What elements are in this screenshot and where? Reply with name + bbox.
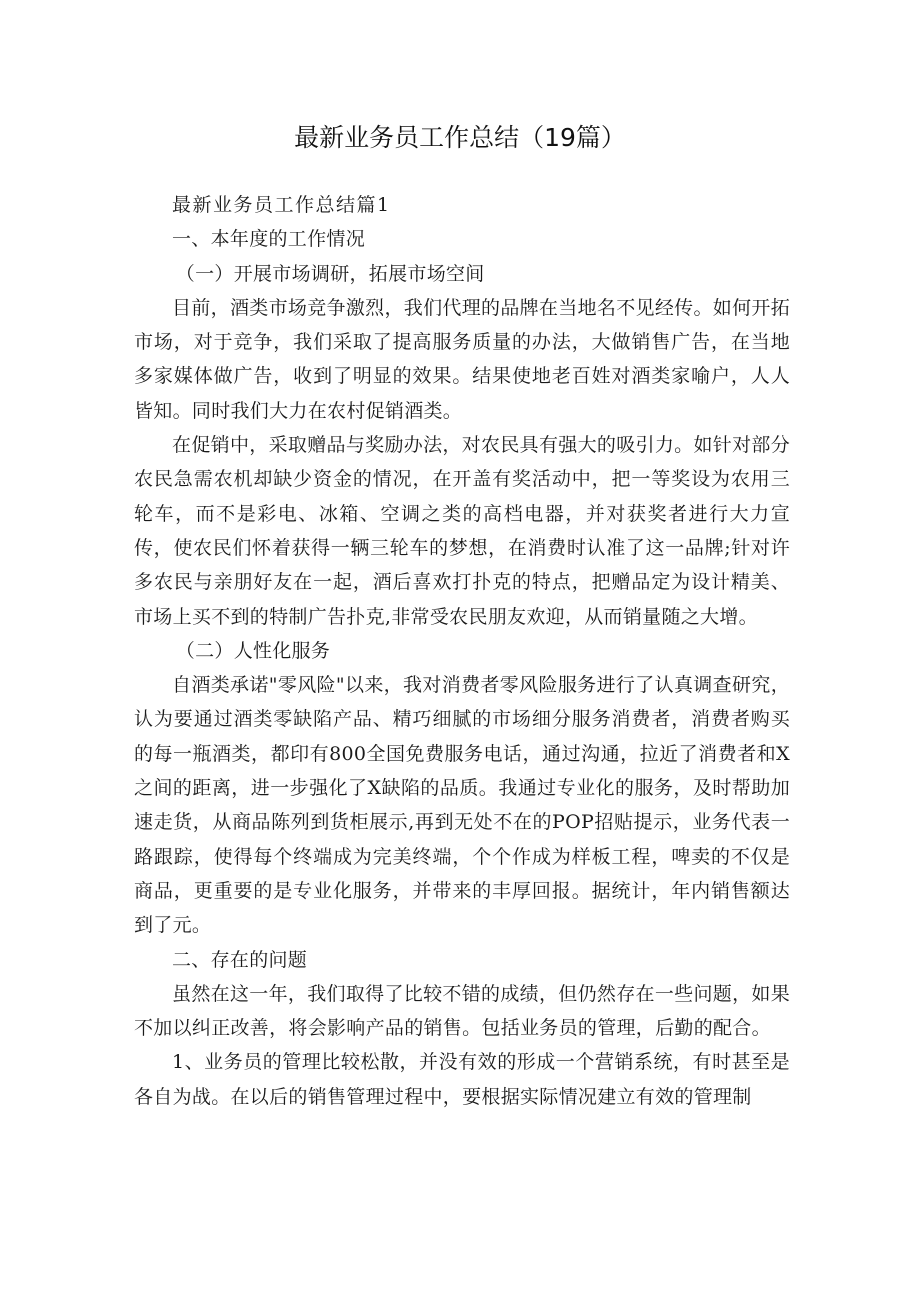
paragraph: 虽然在这一年，我们取得了比较不错的成绩，但仍然存在一些问题，如果不加以纠正改善，将会影响产品的销售。包括业务员的管理，后勤的配合。 (134, 982, 790, 1040)
heading-level-2: （一）开展市场调研，拓展市场空间 (175, 262, 485, 285)
heading-level-1: 二、存在的问题 (172, 948, 308, 971)
document-body (134, 188, 790, 1114)
heading-level-2: （二）人性化服务 (175, 639, 331, 662)
paragraph: 1、业务员的管理比较松散，并没有效的形成一个营销系统，有时甚至是各自为战。在以后的销售管理过程中，要根据实际情况建立有效的管理制 (134, 1051, 790, 1108)
heading-level-1: 一、本年度的工作情况 (172, 228, 366, 251)
section-title: 最新业务员工作总结篇1 (172, 194, 391, 216)
document-title: 最新业务员工作总结（19篇） (294, 123, 626, 152)
paragraph: 在促销中，采取赠品与奖励办法，对农民具有强大的吸引力。如针对部分农民急需农机却缺少资金的情况，在开盖有奖活动中，把一等奖设为农用三轮车，而不是彩电、冰箱、空调之类的高档电器，并对获奖者进行大力宣传，使农民们怀着获得一辆三轮车的梦想，在消费时认准了这一品牌;针对许多农民与亲朋好友在一起，酒后喜欢打扑克的特点，把赠品定为设计精美、市场上买不到的特制广告扑克,非常受农民朋友欢迎，从而销量随之大增。 (134, 434, 790, 628)
paragraph: 自酒类承诺"零风险"以来，我对消费者零风险服务进行了认真调查研究，认为要通过酒类零缺陷产品、精巧细腻的市场细分服务消费者，消费者购买的每一瓶酒类，都印有800全国免费服务电话，通过沟通，拉近了消费者和X之间的距离，进一步强化了X缺陷的品质。我通过专业化的服务，及时帮助加速走货，从商品陈列到货柜展示,再到无处不在的POP招贴提示，业务代表一路跟踪，使得每个终端成为完美终端，个个作成为样板工程，啤卖的不仅是商品，更重要的是专业化服务，并带来的丰厚回报。据统计，年内销售额达到了元。 (134, 674, 790, 937)
paragraph: 目前，酒类市场竞争激烈，我们代理的品牌在当地名不见经传。如何开拓市场，对于竞争，我们采取了提高服务质量的办法，大做销售广告，在当地多家媒体做广告，收到了明显的效果。结果使地老百姓对酒类家喻户，人人皆知。同时我们大力在农村促销酒类。 (134, 296, 790, 422)
